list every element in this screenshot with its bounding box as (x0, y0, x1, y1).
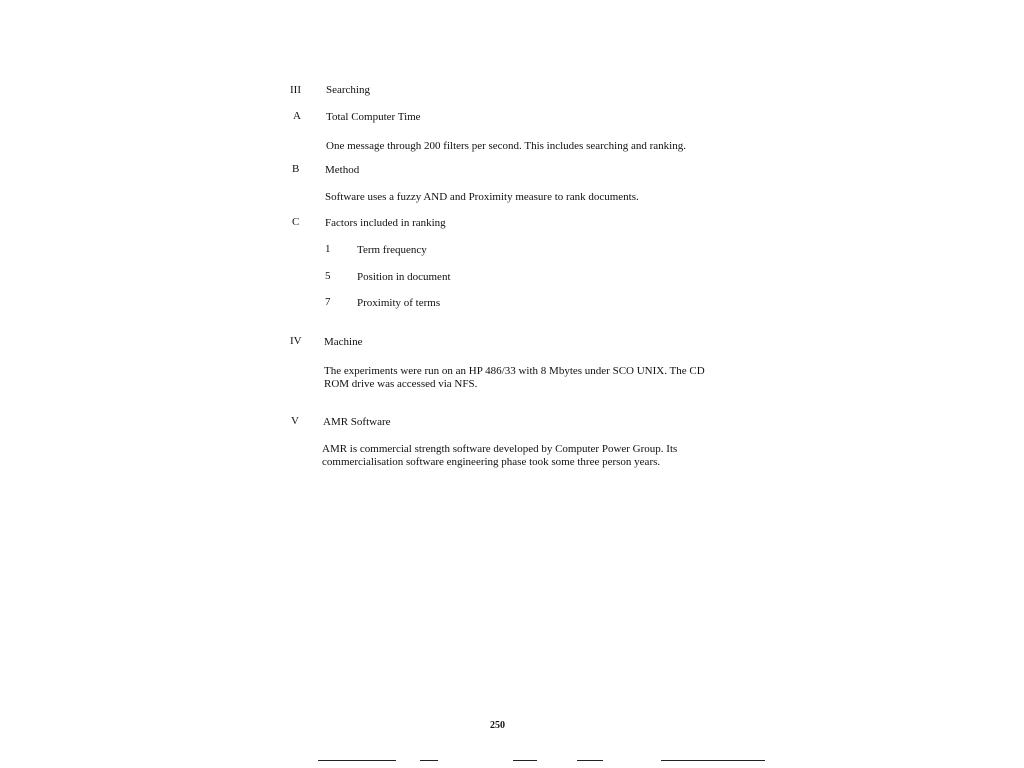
paragraph: Software uses a fuzzy AND and Proximity measure to rank documents. (325, 191, 639, 203)
list-item-label: Term frequency (357, 244, 427, 256)
paragraph: AMR is commercial strength software developed by Computer Power Group. Its commercialisation software engineering phase took some three person years. (322, 443, 678, 468)
paragraph: The experiments were run on an HP 486/33 with 8 Mbytes under SCO UNIX. The CD ROM drive was accessed via NFS. (324, 365, 705, 390)
footer-rule (420, 760, 438, 761)
list-item-label: Position in document (357, 271, 451, 283)
section-numeral: III (290, 84, 301, 96)
list-item-number: 7 (325, 296, 331, 308)
subsection-title: Method (325, 164, 360, 176)
footer-rule (318, 760, 396, 761)
section-title: Machine (324, 336, 363, 348)
list-item-number: 1 (325, 243, 331, 255)
section-numeral: IV (290, 335, 302, 347)
footer-rule (513, 760, 537, 761)
page-number: 250 (490, 720, 505, 731)
subsection-letter: A (293, 110, 301, 122)
section-title: Searching (326, 84, 370, 96)
subsection-title: Total Computer Time (326, 111, 421, 123)
subsection-title: Factors included in ranking (325, 217, 446, 229)
paragraph: One message through 200 filters per second. This includes searching and ranking. (326, 140, 686, 152)
subsection-letter: C (292, 216, 300, 228)
footer-rule (577, 760, 603, 761)
list-item-label: Proximity of terms (357, 297, 441, 309)
section-numeral: V (291, 415, 299, 427)
list-item-number: 5 (325, 270, 331, 282)
section-title: AMR Software (323, 416, 391, 428)
subsection-letter: B (292, 163, 300, 175)
footer-rule (661, 760, 765, 761)
